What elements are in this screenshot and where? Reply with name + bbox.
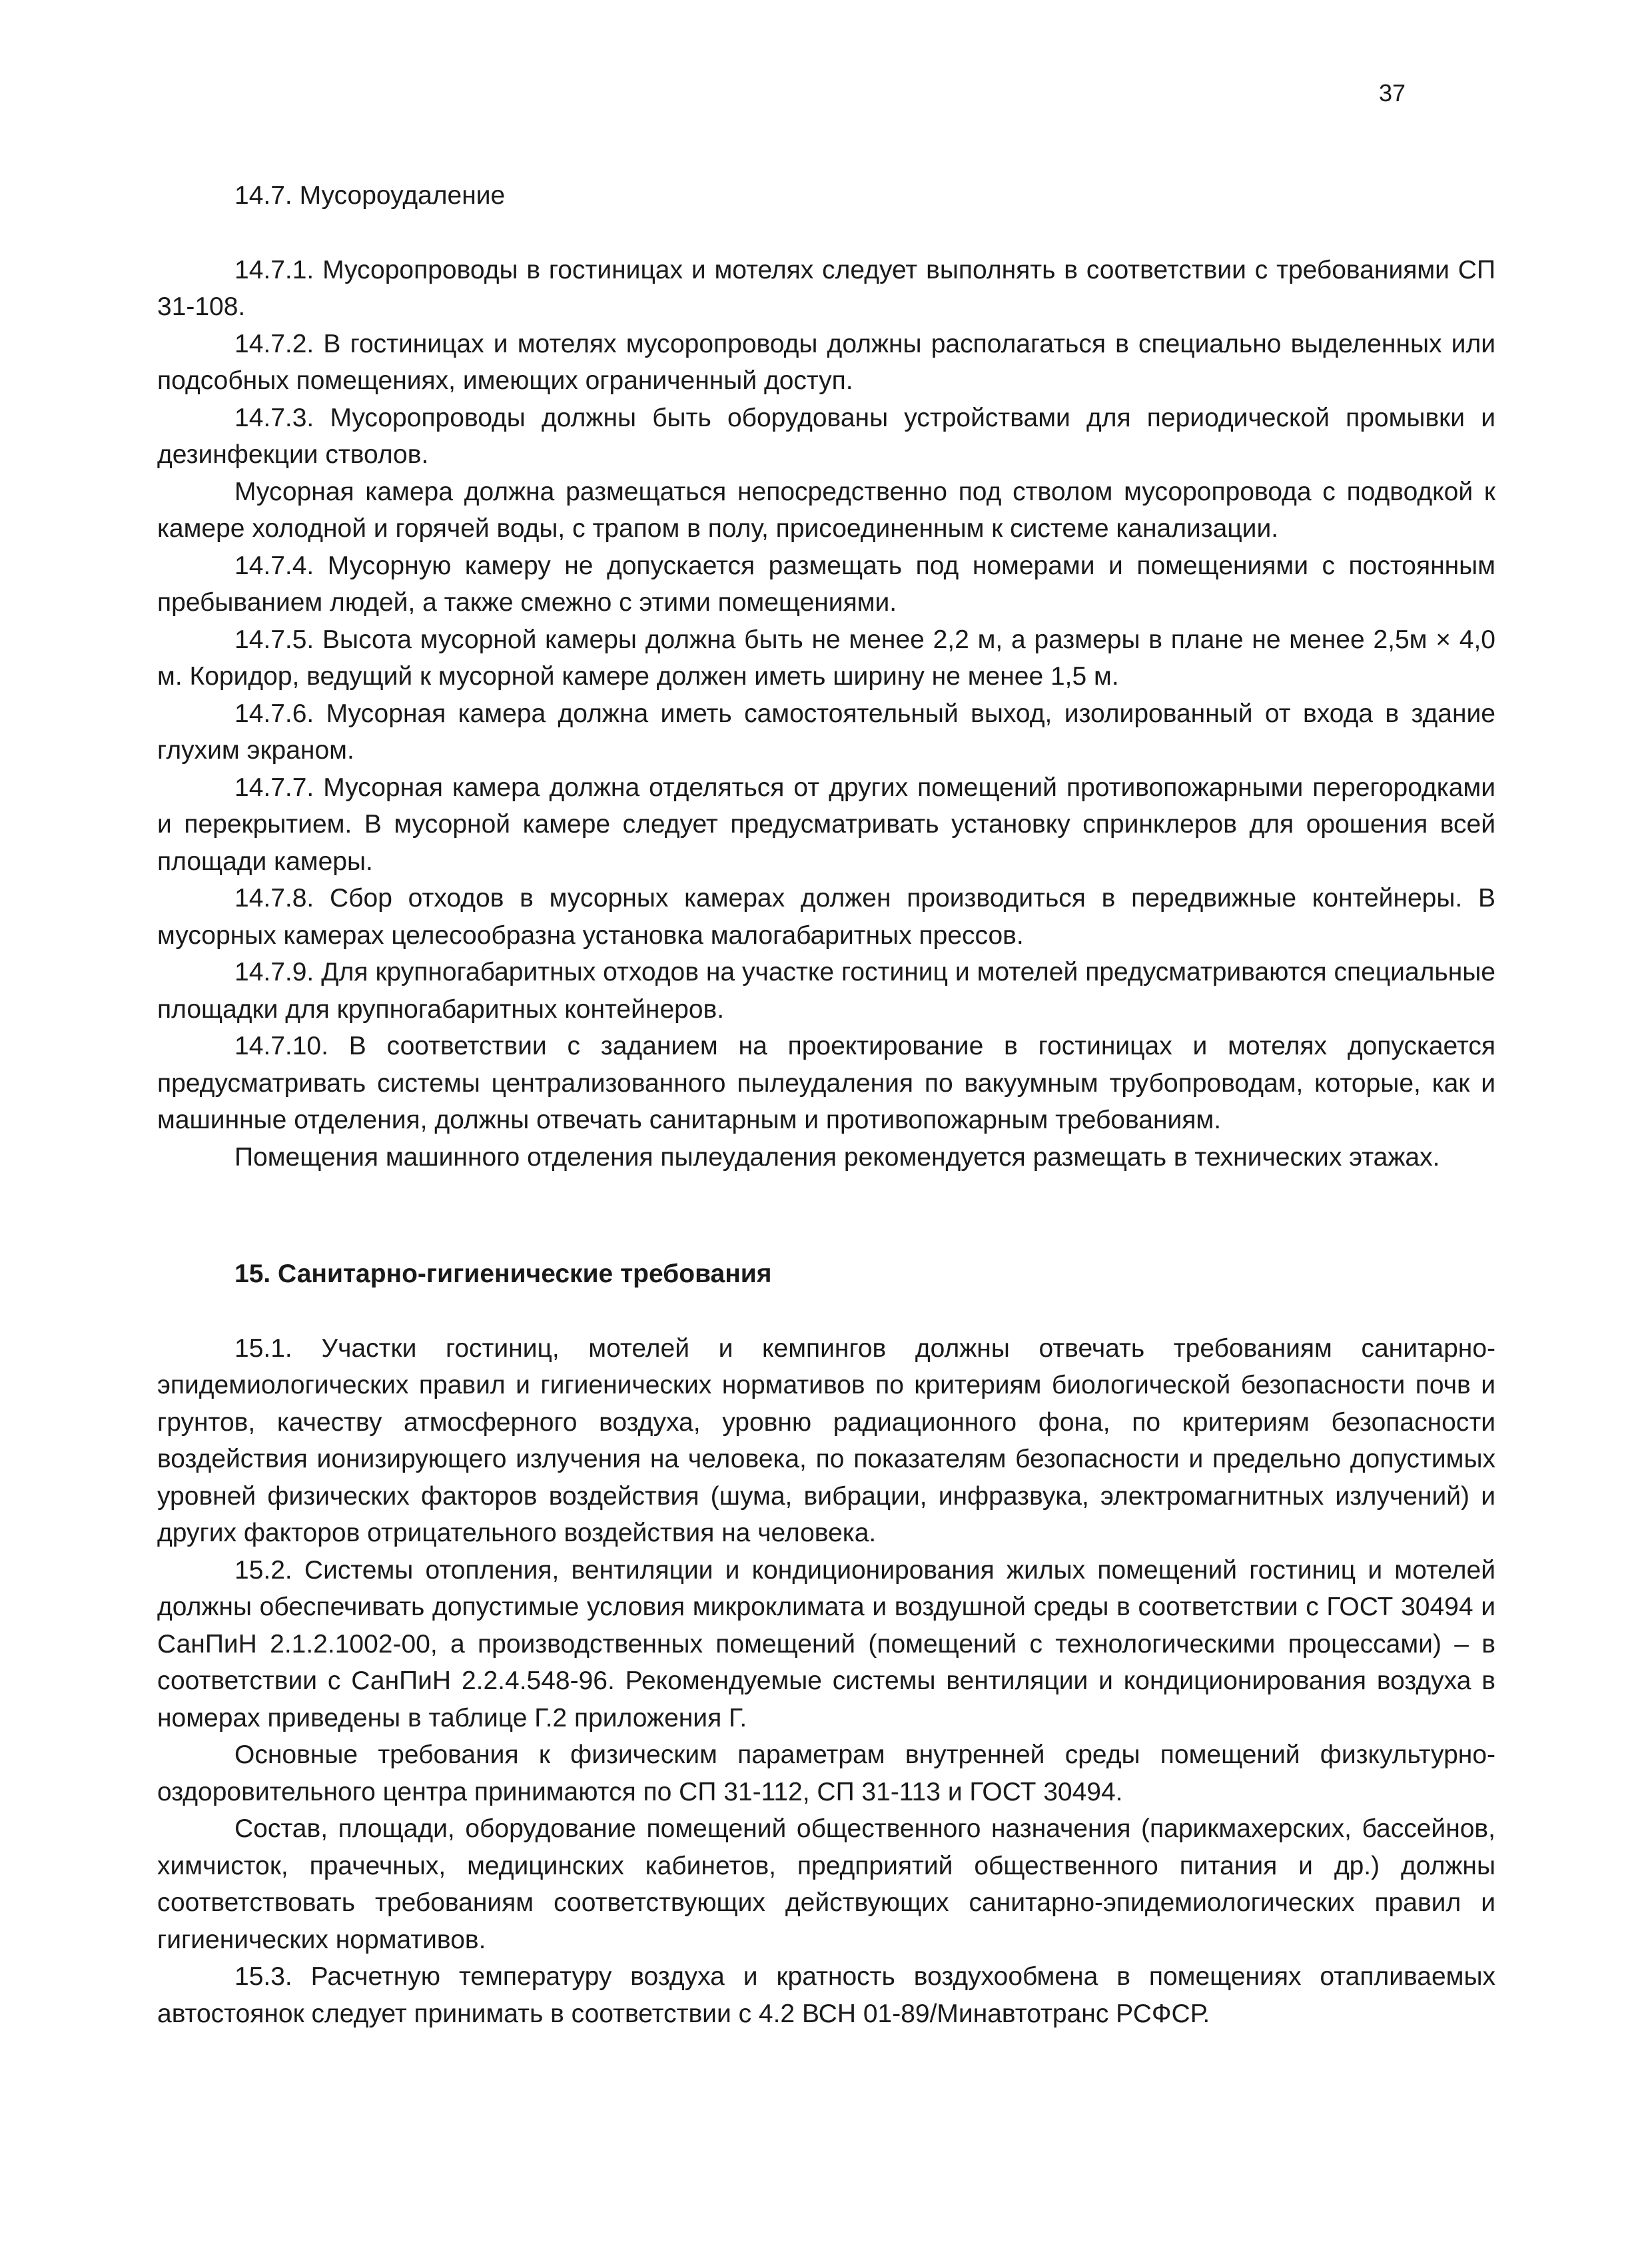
paragraph-14-7-5: 14.7.5. Высота мусорной камеры должна быть не менее 2,2 м, а размеры в плане не менее 2,5м × 4,0 м. Коридор, ведущий к мусорной камере должен иметь ширину не менее 1,5 м. [157,625,1495,691]
section-15-title: 15. Санитарно-гигиенические требования [234,1260,772,1288]
paragraph-14-7-6: 14.7.6. Мусорная камера должна иметь самостоятельный выход, изолированный от входа в здание глухим экраном. [157,699,1495,765]
page-number: 37 [1379,79,1406,107]
paragraph-15-2: 15.2. Системы отопления, вентиляции и кондиционирования жилых помещений гостиниц и мотелей должны обеспечивать допустимые условия микроклимата и воздушной среды в соответствии с ГОСТ 30494 и СанПиН 2.1.2.1002-00, а производственных помещений (помещений с технологическими процессами) – в соответствии с СанПиН 2.2.4.548-96. Рекомендуемые системы вентиляции и кондиционирования воздуха в номерах приведены в таблице Г.2 приложения Г. [157,1555,1495,1732]
paragraph-14-7-7: 14.7.7. Мусорная камера должна отделяться от других помещений противопожарными перегородками и перекрытием. В мусорной камере следует предусматривать установку спринклеров для орошения всей площади камеры. [157,773,1495,876]
paragraph-15-1: 15.1. Участки гостиниц, мотелей и кемпингов должны отвечать требованиям санитарно-эпидемиологических правил и гигиенических нормативов по критериям биологической безопасности почв и грунтов, качеству атмосферного воздуха, уровню радиационного фона, по критериям безопасности воздействия ионизирующего излучения на человека, по показателям безопасности и предельно допустимых уровней физических факторов воздействия (шума, вибрации, инфразвука, электромагнитных излучений) и других факторов отрицательного воздействия на человека. [157,1333,1495,1547]
paragraph-14-7-2: 14.7.2. В гостиницах и мотелях мусоропроводы должны располагаться в специально выделенных или подсобных помещениях, имеющих ограниченный доступ. [157,329,1495,395]
section-14-7-title: 14.7. Мусороудаление [234,181,506,210]
paragraph-14-7-1: 14.7.1. Мусоропроводы в гостиницах и мотелях следует выполнять в соответствии с требованиями СП 31-108. [157,255,1495,321]
paragraph-fitness-center: Основные требования к физическим параметрам внутренней среды помещений физкультурно-оздоровительного центра принимаются по СП 31-112, СП 31-113 и ГОСТ 30494. [157,1740,1495,1806]
spacer [157,1176,1495,1256]
paragraph-garbage-chamber: Мусорная камера должна размещаться непосредственно под стволом мусоропровода с подводкой к камере холодной и горячей воды, с трапом в полу, присоединенным к системе канализации. [157,477,1495,543]
paragraph-14-7-4: 14.7.4. Мусорную камеру не допускается размещать под номерами и помещениями с постоянным пребыванием людей, а также смежно с этими помещениями. [157,551,1495,617]
paragraph-dust-removal-rooms: Помещения машинного отделения пылеудаления рекомендуется размещать в технических этажах. [234,1142,1440,1172]
paragraph-14-7-3: 14.7.3. Мусоропроводы должны быть оборудованы устройствами для периодической промывки и дезинфекции стволов. [157,403,1495,469]
paragraph-public-rooms: Состав, площади, оборудование помещений общественного назначения (парикмахерских, бассейнов, химчисток, прачечных, медицинских кабинетов, предприятий общественного питания и др.) должны соответствовать требованиям соответствующих действующих санитарно-эпидемиологических правил и гигиенических нормативов. [157,1814,1495,1954]
paragraph-14-7-8: 14.7.8. Сбор отходов в мусорных камерах должен производиться в передвижные контейнеры. В мусорных камерах целесообразна установка малогабаритных прессов. [157,884,1495,950]
spacer [157,1293,1495,1330]
spacer [157,214,1495,252]
paragraph-14-7-10: 14.7.10. В соответствии с заданием на проектирование в гостиницах и мотелях допускается предусматривать системы централизованного пылеудаления по вакуумным трубопроводам, которые, как и машинные отделения, должны отвечать санитарным и противопожарным требованиям. [157,1032,1495,1134]
paragraph-15-3: 15.3. Расчетную температуру воздуха и кратность воздухообмена в помещениях отапливаемых автостоянок следует принимать в соответствии с 4.2 ВСН 01-89/Минавтотранс РСФСР. [157,1962,1495,2028]
page-content [157,177,1495,2032]
paragraph-14-7-9: 14.7.9. Для крупногабаритных отходов на участке гостиниц и мотелей предусматриваются специальные площадки для крупногабаритных контейнеров. [157,958,1495,1024]
